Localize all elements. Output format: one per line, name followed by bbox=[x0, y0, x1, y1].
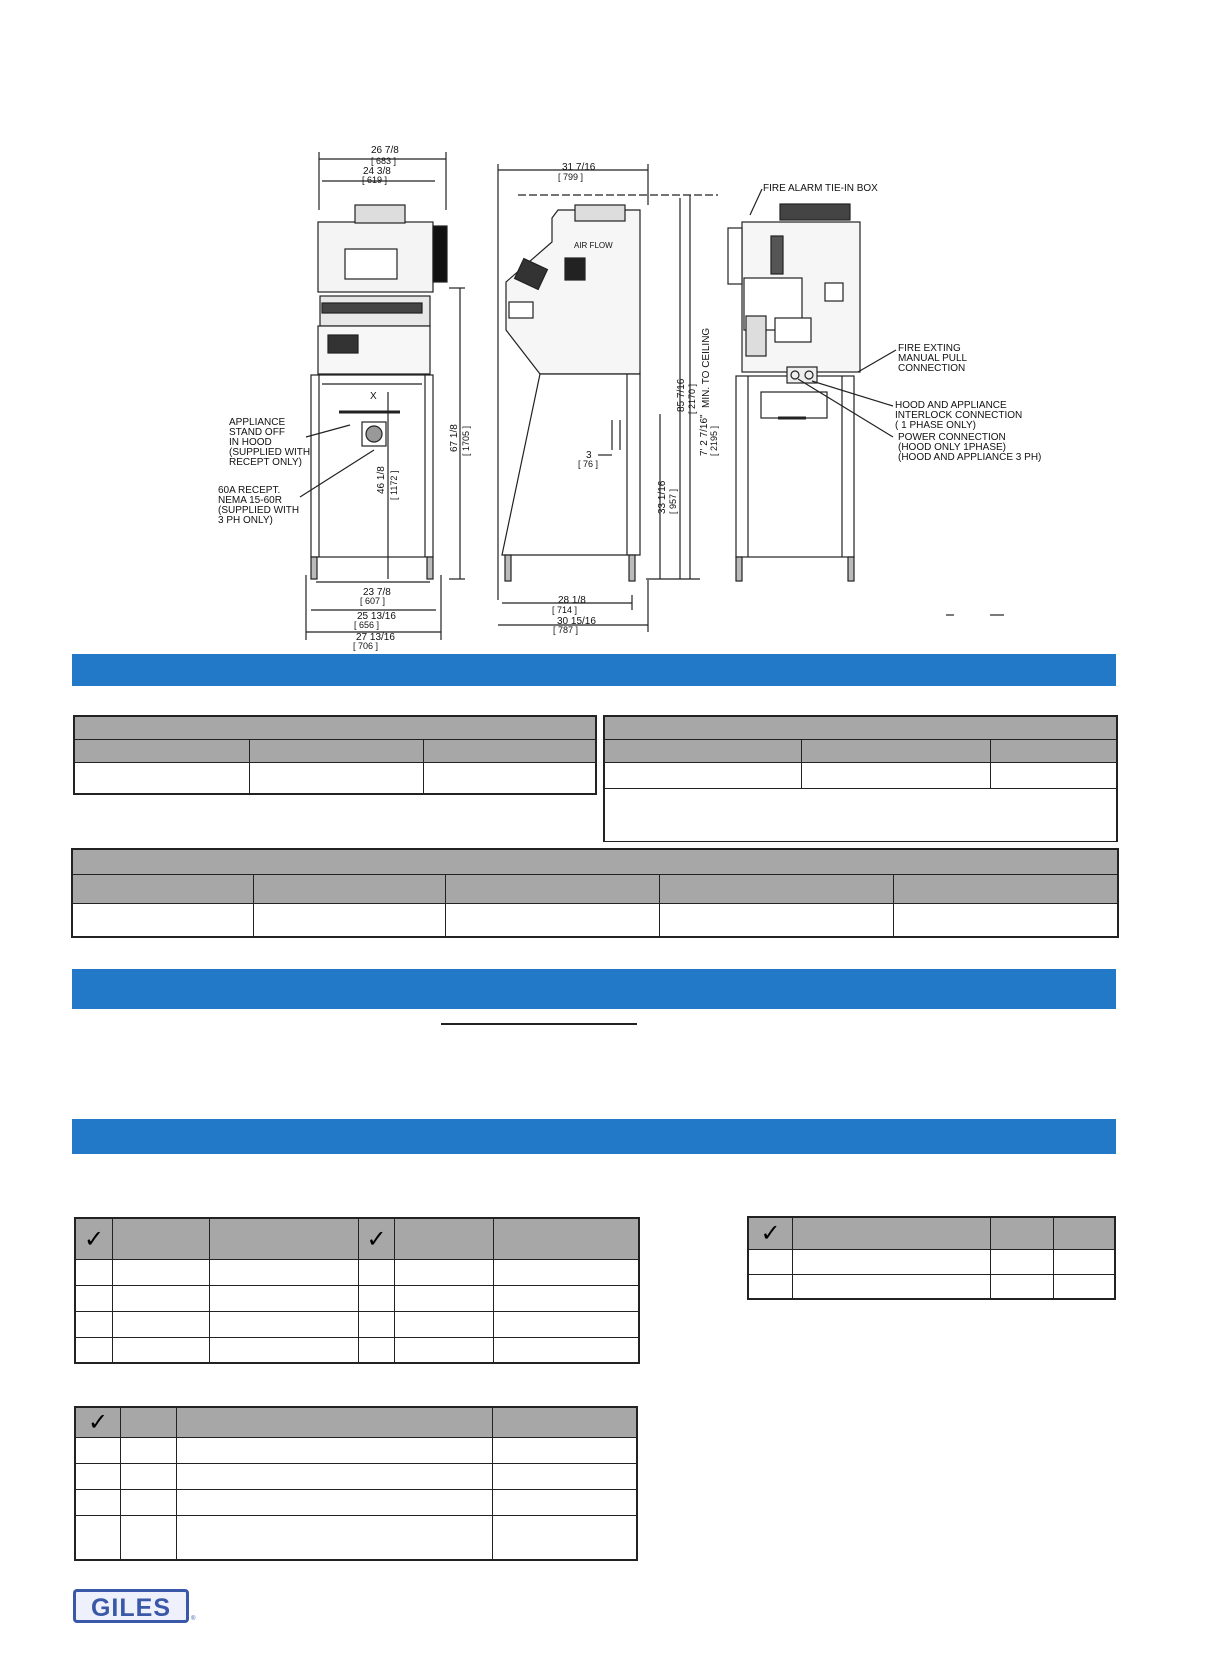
table-header-cell bbox=[494, 1218, 640, 1259]
table-cell bbox=[991, 763, 1117, 789]
label-line: POWER CONNECTION bbox=[898, 432, 1006, 443]
dim-height-cabinet-mm: [ 957 ] bbox=[668, 488, 678, 514]
spec-table-left-title bbox=[75, 717, 595, 740]
dim-height-cabinet: 33 1/16 bbox=[657, 480, 668, 514]
table-cell bbox=[177, 1437, 493, 1463]
table-header-cell bbox=[75, 740, 250, 763]
label-line: INTERLOCK CONNECTION bbox=[895, 410, 1023, 421]
options-table-c bbox=[74, 1406, 638, 1561]
table-cell bbox=[494, 1337, 640, 1363]
table-cell bbox=[210, 1259, 359, 1285]
table-header-cell bbox=[254, 875, 446, 904]
note-line: 60A RECEPT. bbox=[218, 485, 281, 496]
checkbox-cell[interactable] bbox=[75, 1311, 113, 1337]
dim-height-hood-mm: [ 2170 ] bbox=[687, 383, 697, 414]
table-cell bbox=[113, 1285, 210, 1311]
front-view bbox=[300, 152, 465, 640]
table-cell bbox=[395, 1285, 494, 1311]
drawing-lines bbox=[0, 0, 1224, 660]
table-header-cell bbox=[802, 740, 991, 763]
label-line: (HOOD ONLY 1PHASE) bbox=[898, 442, 1006, 453]
dim-offset-mm: [ 76 ] bbox=[578, 459, 599, 469]
checkbox-cell[interactable] bbox=[748, 1249, 793, 1274]
table-header-cell bbox=[446, 875, 660, 904]
dim-min-ceiling: 7' 2 7/16" bbox=[699, 414, 710, 456]
section-band-options bbox=[72, 1119, 1116, 1154]
spec-table-left-grid bbox=[74, 739, 596, 794]
label-line: (HOOD AND APPLIANCE 3 PH) bbox=[898, 452, 1042, 463]
logo-text: GILES bbox=[90, 1594, 171, 1622]
table-cell bbox=[1054, 1274, 1116, 1299]
check-header-icon: ✓ bbox=[359, 1218, 395, 1259]
airflow-label: AIR FLOW bbox=[574, 241, 613, 250]
table-header-cell bbox=[210, 1218, 359, 1259]
label-line: HOOD AND APPLIANCE bbox=[895, 400, 1007, 411]
label-line: MANUAL PULL bbox=[898, 353, 968, 364]
dim-depth-top: 31 7/16 bbox=[562, 162, 596, 173]
table-cell bbox=[793, 1274, 991, 1299]
dim-width-feet-mm: [ 706 ] bbox=[353, 641, 379, 651]
table-cell bbox=[75, 763, 250, 794]
dim-depth-base-mm: [ 714 ] bbox=[552, 605, 578, 615]
table-cell bbox=[210, 1285, 359, 1311]
table-cell bbox=[991, 1249, 1054, 1274]
table-cell bbox=[493, 1489, 638, 1515]
table-header-cell bbox=[1054, 1217, 1116, 1249]
spec-table-wide-grid bbox=[72, 874, 1118, 937]
dim-height-stand: 46 1/8 bbox=[376, 466, 387, 494]
table-cell bbox=[250, 763, 424, 794]
table-cell bbox=[494, 1259, 640, 1285]
table-cell bbox=[177, 1515, 493, 1560]
checkbox-cell[interactable] bbox=[359, 1311, 395, 1337]
table-header-cell bbox=[121, 1407, 177, 1437]
checkbox-cell[interactable] bbox=[75, 1337, 113, 1363]
table-header-cell bbox=[73, 875, 254, 904]
dim-min-ceiling-mm: [ 2195 ] bbox=[709, 425, 719, 456]
table-cell bbox=[802, 763, 991, 789]
table-cell bbox=[494, 1285, 640, 1311]
table-header-cell bbox=[894, 875, 1118, 904]
dim-width-stand-mm: [ 656 ] bbox=[354, 620, 380, 630]
table-cell bbox=[210, 1311, 359, 1337]
checkbox-cell[interactable] bbox=[75, 1285, 113, 1311]
dim-width-overall: 26 7/8 bbox=[371, 145, 399, 156]
note-line: APPLIANCE bbox=[229, 417, 286, 428]
checkbox-cell[interactable] bbox=[359, 1337, 395, 1363]
check-header-icon: ✓ bbox=[748, 1217, 793, 1249]
table-header-cell bbox=[991, 740, 1117, 763]
spec-table-left bbox=[73, 715, 597, 795]
note-line: 3 PH ONLY) bbox=[218, 515, 273, 526]
note-line: STAND OFF bbox=[229, 427, 285, 438]
table-cell bbox=[177, 1489, 493, 1515]
table-cell bbox=[121, 1437, 177, 1463]
dim-width-stand-inner-mm: [ 607 ] bbox=[360, 596, 386, 606]
registered-mark: ® bbox=[191, 1616, 196, 1622]
table-cell bbox=[113, 1337, 210, 1363]
check-header-icon: ✓ bbox=[75, 1218, 113, 1259]
dim-width-stand: 25 13/16 bbox=[357, 611, 396, 622]
dim-depth-top-mm: [ 799 ] bbox=[558, 172, 584, 182]
table-cell bbox=[493, 1515, 638, 1560]
table-header-cell bbox=[395, 1218, 494, 1259]
dim-width-overall-mm: [ 683 ] bbox=[371, 156, 397, 166]
table-cell bbox=[660, 904, 894, 937]
table-cell bbox=[493, 1437, 638, 1463]
checkbox-cell[interactable] bbox=[75, 1463, 121, 1489]
label-line: CONNECTION bbox=[898, 363, 966, 374]
table-note-cell bbox=[605, 789, 1117, 842]
dim-width-top: 24 3/8 bbox=[363, 166, 391, 177]
dim-width-stand-inner: 23 7/8 bbox=[363, 587, 391, 598]
label-power-connection bbox=[898, 433, 1041, 463]
table-cell bbox=[1054, 1249, 1116, 1274]
section-band-specifications bbox=[72, 654, 1116, 686]
label-line: ( 1 PHASE ONLY) bbox=[895, 420, 976, 431]
dim-offset: 3 bbox=[586, 450, 592, 461]
table-cell bbox=[395, 1311, 494, 1337]
table-header-cell bbox=[605, 740, 802, 763]
table-cell bbox=[113, 1311, 210, 1337]
dim-height-total: 67 1/8 bbox=[449, 424, 460, 452]
dim-width-top-mm: [ 619 ] bbox=[362, 175, 388, 185]
table-cell bbox=[73, 904, 254, 937]
table-header-cell bbox=[793, 1217, 991, 1249]
options-table-b bbox=[747, 1216, 1116, 1300]
table-cell bbox=[113, 1259, 210, 1285]
table-header-cell bbox=[991, 1217, 1054, 1249]
table-cell bbox=[121, 1515, 177, 1560]
spec-table-wide bbox=[71, 848, 1119, 938]
dim-depth-overall: 30 15/16 bbox=[557, 616, 596, 627]
technical-drawing bbox=[0, 0, 1224, 660]
signature-rule bbox=[441, 1023, 637, 1025]
table-cell bbox=[793, 1249, 991, 1274]
note-line: NEMA 15-60R bbox=[218, 495, 282, 506]
note-line: (SUPPLIED WITH bbox=[218, 505, 300, 516]
table-cell bbox=[121, 1489, 177, 1515]
table-header-cell bbox=[493, 1407, 638, 1437]
checkbox-cell[interactable] bbox=[75, 1437, 121, 1463]
table-cell bbox=[254, 904, 446, 937]
section-band-notes bbox=[72, 969, 1116, 1009]
label-interlock bbox=[895, 401, 1022, 431]
spec-table-right-grid bbox=[604, 739, 1117, 842]
dim-height-stand-mm: [ 1172 ] bbox=[389, 470, 399, 500]
table-header-cell bbox=[177, 1407, 493, 1437]
table-cell bbox=[121, 1463, 177, 1489]
dim-depth-base: 28 1/8 bbox=[558, 595, 586, 606]
dim-width-feet: 27 13/16 bbox=[356, 632, 395, 643]
table-cell bbox=[605, 763, 802, 789]
table-header-cell bbox=[424, 740, 596, 763]
label-line: FIRE EXTING bbox=[898, 343, 961, 354]
check-header-icon: ✓ bbox=[75, 1407, 121, 1437]
table-cell bbox=[177, 1463, 493, 1489]
table-cell bbox=[210, 1337, 359, 1363]
table-cell bbox=[395, 1259, 494, 1285]
checkbox-cell[interactable] bbox=[75, 1489, 121, 1515]
dim-x-label: X bbox=[370, 391, 377, 402]
dim-depth-overall-mm: [ 787 ] bbox=[553, 625, 579, 635]
giles-logo bbox=[73, 1589, 189, 1623]
label-fire-exting bbox=[898, 344, 967, 374]
checkbox-cell[interactable] bbox=[748, 1274, 793, 1299]
checkbox-cell[interactable] bbox=[75, 1515, 121, 1560]
table-header-cell bbox=[250, 740, 424, 763]
dim-height-total-mm: [ 1705 ] bbox=[461, 425, 471, 456]
table-cell bbox=[395, 1337, 494, 1363]
checkbox-cell[interactable] bbox=[359, 1285, 395, 1311]
note-line: (SUPPLIED WITH bbox=[229, 447, 311, 458]
table-cell bbox=[424, 763, 596, 794]
table-header-cell bbox=[113, 1218, 210, 1259]
table-header-cell bbox=[660, 875, 894, 904]
table-cell bbox=[494, 1311, 640, 1337]
spec-table-wide-title bbox=[73, 850, 1117, 875]
label-fire-alarm: FIRE ALARM TIE-IN BOX bbox=[763, 183, 878, 194]
spec-table-right bbox=[603, 715, 1118, 842]
table-cell bbox=[991, 1274, 1054, 1299]
table-cell bbox=[894, 904, 1118, 937]
options-table-a bbox=[74, 1217, 640, 1364]
note-receptacle bbox=[218, 486, 299, 526]
note-line: IN HOOD bbox=[229, 437, 272, 448]
dim-height-hood: 85 7/16 bbox=[676, 378, 687, 412]
table-cell bbox=[493, 1463, 638, 1489]
note-line: RECEPT ONLY) bbox=[229, 457, 302, 468]
checkbox-cell[interactable] bbox=[359, 1259, 395, 1285]
checkbox-cell[interactable] bbox=[75, 1259, 113, 1285]
spec-table-right-title bbox=[605, 717, 1116, 740]
table-cell bbox=[446, 904, 660, 937]
dim-min-ceiling-label: MIN. TO CEILING bbox=[701, 327, 712, 408]
note-appliance-standoff bbox=[229, 418, 310, 468]
